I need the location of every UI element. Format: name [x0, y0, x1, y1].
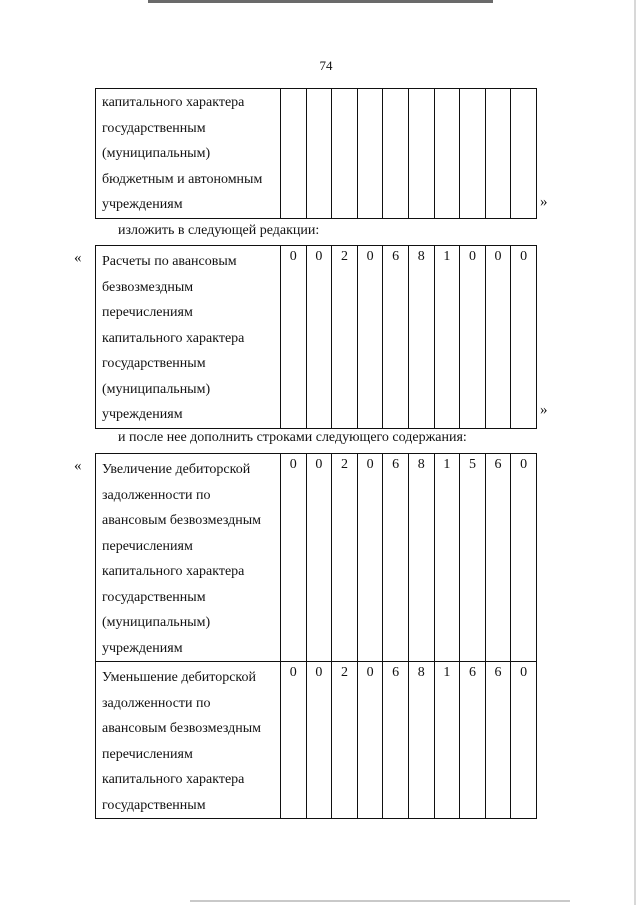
code-digit-cell: 0 — [486, 246, 512, 428]
row-label-line: государственным — [102, 797, 206, 813]
row-label-line: бюджетным и автономным — [102, 171, 263, 187]
code-digit-cell: 1 — [435, 246, 461, 428]
table-row — [95, 245, 537, 429]
code-digit-cell — [332, 89, 358, 218]
row-label-line: Уменьшение дебиторской — [102, 670, 257, 685]
open-quote: « — [74, 250, 82, 266]
row-label — [96, 662, 281, 818]
row-label — [96, 454, 281, 661]
code-digit-cell — [486, 89, 512, 218]
row-label-line: государственным — [102, 589, 206, 605]
row-label-line: безвозмездным — [102, 279, 194, 295]
row-label — [96, 89, 281, 218]
code-cells — [281, 246, 536, 428]
code-digit-cell: 0 — [460, 246, 486, 428]
table-row — [95, 453, 537, 662]
code-digit-cell: 6 — [383, 246, 409, 428]
code-digit-cell: 0 — [281, 454, 307, 661]
code-digit-cell: 0 — [307, 662, 333, 818]
row-label-line: государственным — [102, 120, 206, 136]
scan-edge-bottom — [190, 900, 570, 902]
code-digit-cell — [281, 89, 307, 218]
code-digit-cell — [511, 89, 536, 218]
code-digit-cell: 2 — [332, 246, 358, 428]
code-digit-cell: 8 — [409, 662, 435, 818]
row-label-line: (муниципальным) — [102, 381, 211, 397]
row-label-line: капитального характера — [102, 95, 245, 110]
row-label-line: авансовым безвозмездным — [102, 513, 262, 528]
row-label-line: авансовым безвозмездным — [102, 721, 262, 736]
code-digit-cell: 6 — [383, 454, 409, 661]
page-number: 74 — [319, 58, 333, 73]
code-cells — [281, 454, 536, 661]
code-digit-cell: 6 — [460, 662, 486, 818]
code-digit-cell — [307, 89, 333, 218]
code-digit-cell: 0 — [358, 246, 384, 428]
row-label-line: (муниципальным) — [102, 615, 211, 630]
scan-edge-top — [148, 0, 493, 3]
row-label-line: перечислениям — [102, 538, 193, 554]
code-digit-cell: 0 — [281, 662, 307, 818]
code-digit-cell: 0 — [307, 246, 333, 428]
table-new-edition — [95, 245, 537, 429]
row-label-line: задолженности по — [102, 695, 211, 711]
code-digit-cell: 0 — [281, 246, 307, 428]
code-digit-cell: 2 — [332, 454, 358, 661]
code-digit-cell — [435, 89, 461, 218]
code-digit-cell: 8 — [409, 454, 435, 661]
instruction-text: изложить в следующей редакции: — [118, 223, 320, 238]
code-digit-cell — [409, 89, 435, 218]
close-quote: » — [540, 194, 548, 210]
row-label-line: перечислениям — [102, 746, 193, 762]
row-label-line: капитального характера — [102, 564, 245, 579]
table-row — [95, 662, 537, 819]
scan-edge-right — [634, 0, 636, 905]
row-label-line: Увеличение дебиторской — [102, 462, 251, 477]
table-continuation — [95, 88, 537, 219]
code-digit-cell: 0 — [520, 665, 528, 680]
code-digit-cell: 8 — [409, 246, 435, 428]
code-digit-cell: 0 — [358, 454, 384, 661]
code-digit-cell: 6 — [486, 662, 512, 818]
code-digit-cell: 0 — [358, 662, 384, 818]
code-digit-cell: 1 — [435, 662, 461, 818]
close-quote: » — [540, 402, 548, 418]
code-digit-cell: 6 — [486, 454, 512, 661]
row-label-line: капитального характера — [102, 330, 245, 346]
code-digit-cell: 0 — [307, 454, 333, 661]
row-label — [96, 246, 281, 428]
row-label-line: государственным — [102, 356, 206, 371]
code-digit-cell: 2 — [332, 662, 358, 818]
code-digit-cell: 0 — [520, 457, 528, 472]
row-label-line: (муниципальным) — [102, 146, 211, 161]
row-label-line: учреждениям — [102, 197, 183, 212]
code-digit-cell: 1 — [435, 454, 461, 661]
code-digit-cell: 5 — [460, 454, 486, 661]
code-digit-cell: 6 — [383, 662, 409, 818]
code-digit-cell — [460, 89, 486, 218]
row-label-line: учреждениям — [102, 407, 183, 422]
instruction-text: и после нее дополнить строками следующего содержания: — [118, 430, 467, 445]
row-label-line: Расчеты по авансовым — [102, 254, 237, 269]
code-digit-cell — [383, 89, 409, 218]
open-quote: « — [74, 458, 82, 474]
row-label-line: перечислениям — [102, 305, 193, 320]
row-label-line: капитального характера — [102, 772, 245, 787]
table-added-rows — [95, 453, 537, 819]
code-cells — [281, 89, 536, 218]
table-row — [95, 88, 537, 219]
code-digit-cell — [358, 89, 384, 218]
code-cells — [281, 662, 536, 818]
row-label-line: задолженности по — [102, 487, 211, 503]
row-label-line: учреждениям — [102, 640, 183, 656]
code-digit-cell: 0 — [520, 249, 528, 264]
